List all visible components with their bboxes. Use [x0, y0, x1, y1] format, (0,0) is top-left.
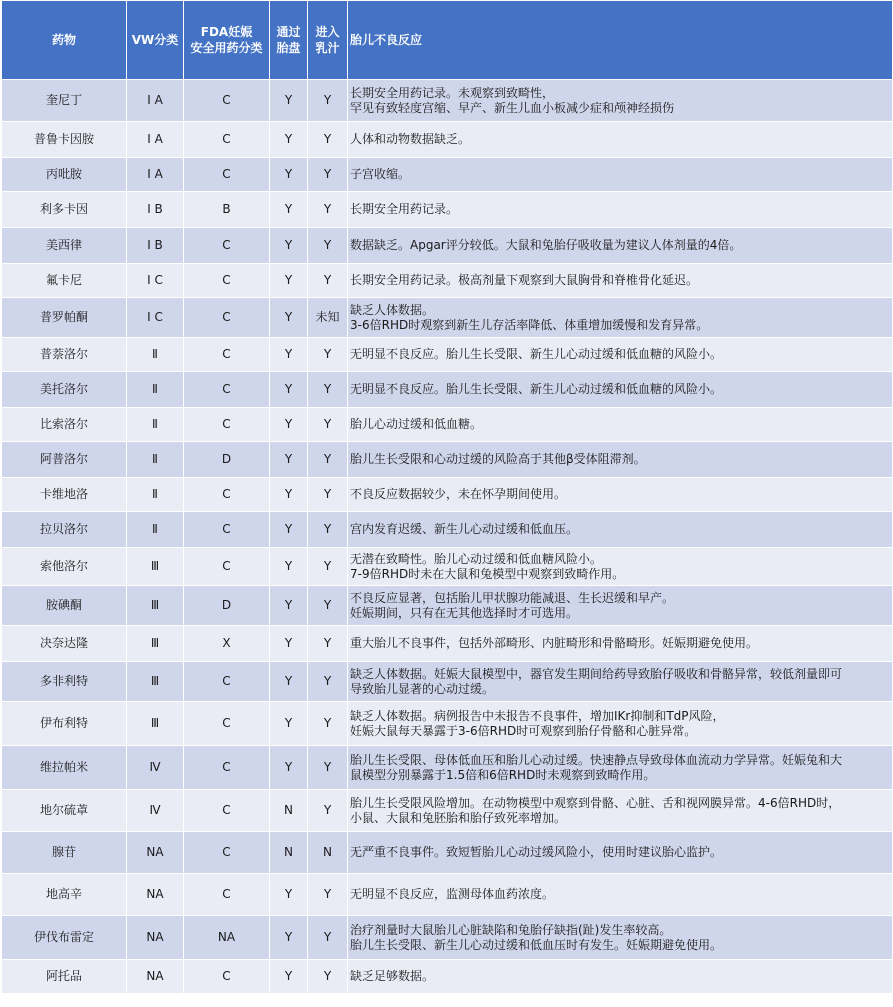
table-header-row	[2, 1, 893, 80]
fda-category-cell: C	[184, 228, 270, 264]
placenta-cell: Y	[270, 874, 308, 916]
milk-cell: Y	[308, 228, 348, 264]
fda-category-cell: C	[184, 512, 270, 548]
fetal-effects-cell	[348, 548, 893, 586]
header-milk	[308, 1, 348, 80]
milk-cell: Y	[308, 192, 348, 228]
header-fda-line2: 安全用药分类	[190, 41, 263, 55]
milk-cell: Y	[308, 746, 348, 790]
placenta-cell: Y	[270, 512, 308, 548]
header-placenta	[270, 1, 308, 80]
milk-cell: Y	[308, 586, 348, 626]
placenta-cell: Y	[270, 158, 308, 192]
table-row	[2, 264, 893, 298]
table-row	[2, 80, 893, 122]
milk-cell: Y	[308, 662, 348, 702]
header-fda-category	[184, 1, 270, 80]
effect-line: 无严重不良事件。致短暂胎儿心动过缓风险小，使用时建议胎心监护。	[350, 845, 723, 859]
milk-cell: Y	[308, 408, 348, 442]
vw-class-cell: Ⅳ	[127, 790, 184, 832]
fda-category-cell: C	[184, 746, 270, 790]
vw-class-cell: Ⅲ	[127, 548, 184, 586]
header-milk-line1: 进入	[315, 25, 340, 39]
effect-line: 妊娠大鼠每天暴露于3-6倍RHD时可观察到胎仔骨骼和心脏异常。	[350, 723, 697, 738]
placenta-cell: Y	[270, 916, 308, 960]
placenta-cell: Y	[270, 192, 308, 228]
milk-cell: Y	[308, 960, 348, 994]
milk-cell: Y	[308, 548, 348, 586]
table-row	[2, 192, 893, 228]
placenta-cell: Y	[270, 372, 308, 408]
drug-name-cell: 胺碘酮	[2, 586, 127, 626]
placenta-cell: Y	[270, 442, 308, 478]
table-row	[2, 702, 893, 746]
drug-name-cell: 地高辛	[2, 874, 127, 916]
fda-category-cell: D	[184, 442, 270, 478]
header-fetal-effects	[348, 1, 893, 80]
milk-cell: Y	[308, 80, 348, 122]
fda-category-cell: B	[184, 192, 270, 228]
vw-class-cell: NA	[127, 832, 184, 874]
drug-name-cell: 地尔硫䓬	[2, 790, 127, 832]
fetal-effects-cell	[348, 80, 893, 122]
placenta-cell: Y	[270, 408, 308, 442]
placenta-cell: Y	[270, 80, 308, 122]
effect-line: 不良反应数据较少，未在怀孕期间使用。	[350, 487, 567, 501]
vw-class-cell: NA	[127, 874, 184, 916]
effect-line: 胎儿生长受限和心动过缓的风险高于其他β受体阻滞剂。	[350, 452, 646, 466]
effect-line: 长期安全用药记录。极高剂量下观察到大鼠胸骨和脊椎骨化延迟。	[350, 273, 699, 287]
vw-class-cell: I B	[127, 228, 184, 264]
drug-name-cell: 伊布利特	[2, 702, 127, 746]
effect-line: 缺乏人体数据。病例报告中未报告不良事件，增加IKr抑制和TdP风险，	[350, 708, 725, 723]
fda-category-cell: C	[184, 832, 270, 874]
fda-category-cell: C	[184, 338, 270, 372]
table-row	[2, 228, 893, 264]
table-row	[2, 916, 893, 960]
drug-name-cell: 利多卡因	[2, 192, 127, 228]
drug-name-cell: 氟卡尼	[2, 264, 127, 298]
fetal-effects-cell	[348, 158, 893, 192]
placenta-cell: Y	[270, 264, 308, 298]
milk-cell: Y	[308, 626, 348, 662]
drug-name-cell: 索他洛尔	[2, 548, 127, 586]
vw-class-cell: I A	[127, 158, 184, 192]
placenta-cell: Y	[270, 702, 308, 746]
fetal-effects-cell	[348, 372, 893, 408]
fetal-effects-cell	[348, 512, 893, 548]
fda-category-cell: X	[184, 626, 270, 662]
effect-line: 长期安全用药记录。未观察到致畸性，	[350, 85, 555, 100]
vw-class-cell: Ⅳ	[127, 746, 184, 790]
effect-line: 鼠模型分别暴露于1.5倍和6倍RHD时未观察到致畸作用。	[350, 767, 656, 782]
header-placenta-line2: 胎盘	[276, 41, 301, 55]
fda-category-cell: C	[184, 372, 270, 408]
effect-line: 3-6倍RHD时观察到新生儿存活率降低、体重增加缓慢和发育异常。	[350, 317, 709, 332]
fetal-effects-cell	[348, 874, 893, 916]
antiarrhythmic-pregnancy-table	[1, 0, 893, 994]
table-row	[2, 158, 893, 192]
drug-name-cell: 比索洛尔	[2, 408, 127, 442]
table-row	[2, 298, 893, 338]
vw-class-cell: I B	[127, 192, 184, 228]
drug-name-cell: 维拉帕米	[2, 746, 127, 790]
fetal-effects-cell	[348, 662, 893, 702]
drug-name-cell: 阿普洛尔	[2, 442, 127, 478]
milk-cell: Y	[308, 442, 348, 478]
drug-name-cell: 丙吡胺	[2, 158, 127, 192]
table-body	[2, 80, 893, 994]
table-row	[2, 512, 893, 548]
fda-category-cell: C	[184, 408, 270, 442]
table-row	[2, 832, 893, 874]
effect-line: 胎儿生长受限、母体低血压和胎儿心动过缓。快速静点导致母体血流动力学异常。妊娠兔和大	[350, 752, 843, 767]
drug-name-cell: 伊伐布雷定	[2, 916, 127, 960]
drug-name-cell: 阿托品	[2, 960, 127, 994]
effect-line: 宫内发育迟缓、新生儿心动过缓和低血压。	[350, 522, 579, 536]
effect-line: 妊娠期间，只有在无其他选择时才可选用。	[350, 605, 579, 620]
fetal-effects-cell	[348, 626, 893, 662]
placenta-cell: Y	[270, 298, 308, 338]
header-vw-label: VW分类	[131, 33, 179, 47]
placenta-cell: Y	[270, 626, 308, 662]
fda-category-cell: C	[184, 790, 270, 832]
effect-line: 胎儿生长受限风险增加。在动物模型中观察到骨骼、心脏、舌和视网膜异常。4-6倍RHD时，	[350, 795, 841, 810]
milk-cell: Y	[308, 790, 348, 832]
fetal-effects-cell	[348, 264, 893, 298]
drug-name-cell: 普鲁卡因胺	[2, 122, 127, 158]
header-vw-class	[127, 1, 184, 80]
fda-category-cell: C	[184, 298, 270, 338]
header-drug-label: 药物	[51, 33, 76, 47]
drug-name-cell: 决奈达隆	[2, 626, 127, 662]
fetal-effects-cell	[348, 298, 893, 338]
table-row	[2, 626, 893, 662]
vw-class-cell: I C	[127, 298, 184, 338]
placenta-cell: Y	[270, 662, 308, 702]
milk-cell: Y	[308, 702, 348, 746]
table-row	[2, 478, 893, 512]
vw-class-cell: Ⅱ	[127, 408, 184, 442]
fetal-effects-cell	[348, 192, 893, 228]
vw-class-cell: I A	[127, 80, 184, 122]
vw-class-cell: Ⅲ	[127, 662, 184, 702]
placenta-cell: Y	[270, 122, 308, 158]
table-row	[2, 408, 893, 442]
fetal-effects-cell	[348, 122, 893, 158]
effect-line: 治疗剂量时大鼠胎儿心脏缺陷和兔胎仔缺指(趾)发生率较高。	[350, 922, 672, 937]
fda-category-cell: D	[184, 586, 270, 626]
vw-class-cell: Ⅱ	[127, 478, 184, 512]
effect-line: 不良反应显著，包括胎儿甲状腺功能减退、生长迟缓和早产。	[350, 590, 675, 605]
drug-name-cell: 普萘洛尔	[2, 338, 127, 372]
vw-class-cell: Ⅱ	[127, 512, 184, 548]
fda-category-cell: C	[184, 478, 270, 512]
fda-category-cell: C	[184, 80, 270, 122]
vw-class-cell: Ⅱ	[127, 372, 184, 408]
effect-line: 缺乏足够数据。	[350, 969, 435, 983]
effect-line: 无明显不良反应，监测母体血药浓度。	[350, 887, 555, 901]
milk-cell: Y	[308, 874, 348, 916]
vw-class-cell: NA	[127, 916, 184, 960]
milk-cell: Y	[308, 338, 348, 372]
placenta-cell: N	[270, 832, 308, 874]
placenta-cell: Y	[270, 228, 308, 264]
fda-category-cell: C	[184, 662, 270, 702]
table-row	[2, 442, 893, 478]
fetal-effects-cell	[348, 790, 893, 832]
effect-line: 长期安全用药记录。	[350, 202, 459, 216]
drug-name-cell: 普罗帕酮	[2, 298, 127, 338]
vw-class-cell: Ⅲ	[127, 702, 184, 746]
vw-class-cell: Ⅱ	[127, 442, 184, 478]
fetal-effects-cell	[348, 442, 893, 478]
table-row	[2, 790, 893, 832]
fetal-effects-cell	[348, 746, 893, 790]
drug-name-cell: 卡维地洛	[2, 478, 127, 512]
effect-line: 数据缺乏。Apgar评分较低。大鼠和兔胎仔吸收量为建议人体剂量的4倍。	[350, 238, 742, 252]
table-row	[2, 338, 893, 372]
table-row	[2, 122, 893, 158]
effect-line: 缺乏人体数据。妊娠大鼠模型中，器官发生期间给药导致胎仔吸收和骨骼异常，较低剂量即可	[350, 666, 843, 681]
table-row	[2, 548, 893, 586]
fda-category-cell: C	[184, 874, 270, 916]
milk-cell: N	[308, 832, 348, 874]
effect-line: 子宫收缩。	[350, 167, 411, 181]
effect-line: 无明显不良反应。胎儿生长受限、新生儿心动过缓和低血糖的风险小。	[350, 347, 723, 361]
fda-category-cell: NA	[184, 916, 270, 960]
effect-line: 胎儿生长受限、新生儿心动过缓和低血压时有发生。妊娠期避免使用。	[350, 937, 723, 952]
placenta-cell: Y	[270, 586, 308, 626]
header-effects-label: 胎儿不良反应	[350, 33, 423, 47]
vw-class-cell: NA	[127, 960, 184, 994]
milk-cell: Y	[308, 478, 348, 512]
fda-category-cell: C	[184, 122, 270, 158]
effect-line: 7-9倍RHD时未在大鼠和兔模型中观察到致畸作用。	[350, 566, 625, 581]
drug-name-cell: 腺苷	[2, 832, 127, 874]
milk-cell: Y	[308, 372, 348, 408]
placenta-cell: Y	[270, 548, 308, 586]
placenta-cell: Y	[270, 338, 308, 372]
vw-class-cell: Ⅲ	[127, 586, 184, 626]
fda-category-cell: C	[184, 702, 270, 746]
fetal-effects-cell	[348, 338, 893, 372]
drug-name-cell: 美托洛尔	[2, 372, 127, 408]
placenta-cell: Y	[270, 478, 308, 512]
effect-line: 小鼠、大鼠和兔胚胎和胎仔致死率增加。	[350, 810, 567, 825]
header-milk-line2: 乳汁	[315, 41, 340, 55]
table-row	[2, 662, 893, 702]
fetal-effects-cell	[348, 408, 893, 442]
placenta-cell: N	[270, 790, 308, 832]
milk-cell: Y	[308, 158, 348, 192]
table-row	[2, 874, 893, 916]
header-drug	[2, 1, 127, 80]
effect-line: 导致胎儿显著的心动过缓。	[350, 681, 495, 696]
fetal-effects-cell	[348, 228, 893, 264]
vw-class-cell: I C	[127, 264, 184, 298]
placenta-cell: Y	[270, 746, 308, 790]
fda-category-cell: C	[184, 960, 270, 994]
effect-line: 无明显不良反应。胎儿生长受限、新生儿心动过缓和低血糖的风险小。	[350, 382, 723, 396]
effect-line: 胎儿心动过缓和低血糖。	[350, 417, 483, 431]
vw-class-cell: I A	[127, 122, 184, 158]
fetal-effects-cell	[348, 702, 893, 746]
drug-name-cell: 多非利特	[2, 662, 127, 702]
header-placenta-line1: 通过	[276, 25, 301, 39]
drug-name-cell: 奎尼丁	[2, 80, 127, 122]
table-row	[2, 746, 893, 790]
table-row	[2, 960, 893, 994]
effect-line: 无潜在致畸性。胎儿心动过缓和低血糖风险小。	[350, 551, 603, 566]
table-row	[2, 372, 893, 408]
fda-category-cell: C	[184, 548, 270, 586]
fetal-effects-cell	[348, 478, 893, 512]
header-fda-line1: FDA妊娠	[200, 25, 253, 39]
fetal-effects-cell	[348, 586, 893, 626]
effect-line: 罕见有致轻度宫缩、早产、新生儿血小板减少症和颅神经损伤	[350, 100, 675, 115]
milk-cell: Y	[308, 264, 348, 298]
placenta-cell: Y	[270, 960, 308, 994]
table-row	[2, 586, 893, 626]
effect-line: 缺乏人体数据。	[350, 302, 435, 317]
milk-cell: 未知	[308, 298, 348, 338]
effect-line: 人体和动物数据缺乏。	[350, 132, 471, 146]
fda-category-cell: C	[184, 158, 270, 192]
effect-line: 重大胎儿不良事件，包括外部畸形、内脏畸形和骨骼畸形。妊娠期避免使用。	[350, 636, 759, 650]
fetal-effects-cell	[348, 916, 893, 960]
fda-category-cell: C	[184, 264, 270, 298]
vw-class-cell: Ⅱ	[127, 338, 184, 372]
milk-cell: Y	[308, 122, 348, 158]
drug-name-cell: 美西律	[2, 228, 127, 264]
vw-class-cell: Ⅲ	[127, 626, 184, 662]
milk-cell: Y	[308, 512, 348, 548]
drug-name-cell: 拉贝洛尔	[2, 512, 127, 548]
fetal-effects-cell	[348, 832, 893, 874]
milk-cell: Y	[308, 916, 348, 960]
fetal-effects-cell	[348, 960, 893, 994]
